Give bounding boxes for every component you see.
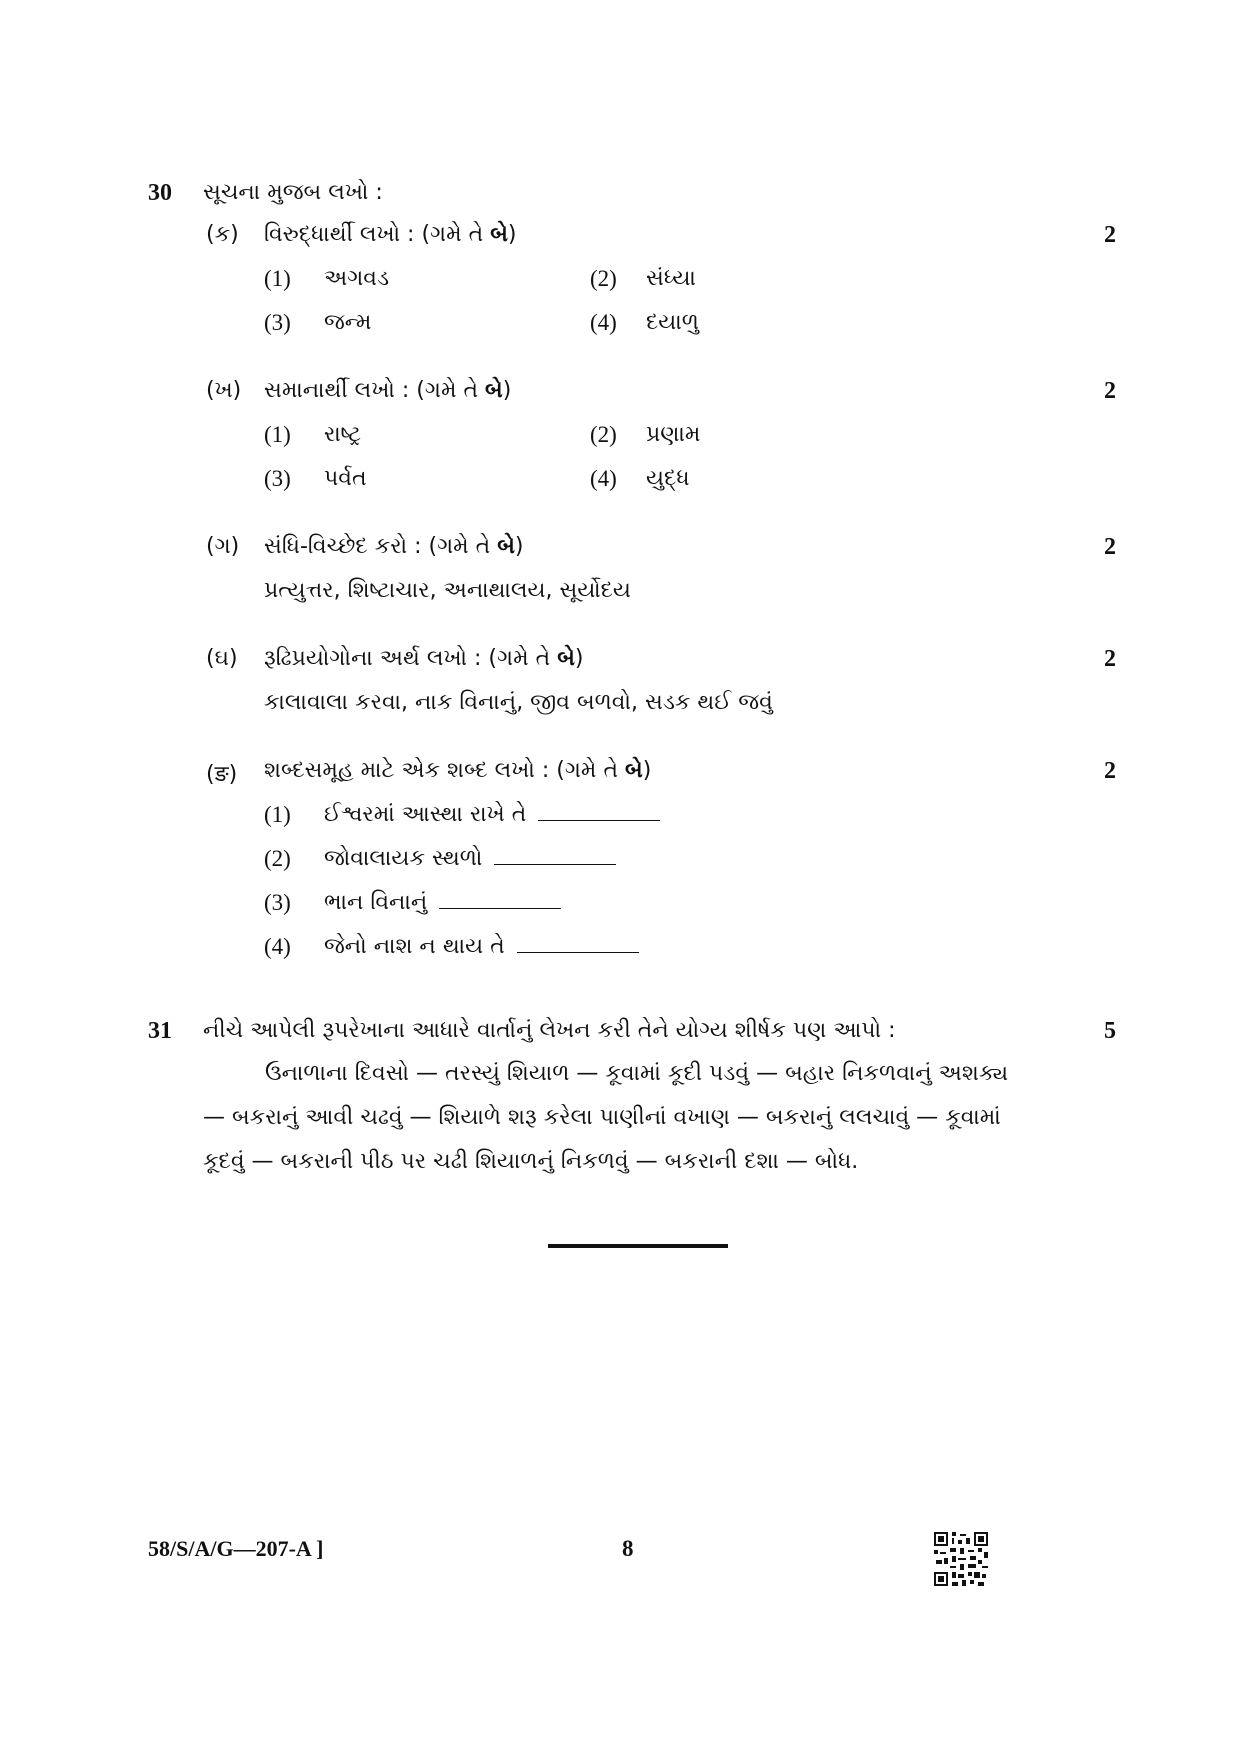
- question-30-number: 30: [148, 180, 172, 206]
- end-rule: [548, 1244, 728, 1248]
- option-number: (2): [590, 422, 617, 447]
- part-nga-marks: 2: [1104, 758, 1116, 784]
- option-text: દયાળુ: [646, 310, 699, 335]
- option-number: (4): [590, 466, 617, 491]
- option-text: યુદ્ધ: [646, 466, 690, 491]
- part-nga-prompt: શબ્દસમૂહ માટે એક શબ્દ લખો : (ગમે તે બે): [264, 758, 652, 783]
- part-kha-prompt: સમાનાર્થી લખો : (ગમે તે બે): [264, 378, 512, 403]
- part-gha-marks: 2: [1104, 646, 1116, 672]
- answer-blank: [517, 951, 639, 953]
- option-text: ઈશ્વરમાં આસ્થા રાખે તે: [324, 802, 660, 827]
- part-gha-prompt: રૂઢિપ્રયોગોના અર્થ લખો : (ગમે તે બે): [264, 646, 584, 671]
- paper-code: 58/S/A/G—207-A ]: [148, 1536, 324, 1561]
- answer-blank: [538, 819, 660, 821]
- part-ka-prompt: વિરુદ્ધાર્થી લખો : (ગમે તે બે): [264, 222, 517, 247]
- option-text: રાષ્ટ્ર: [324, 422, 362, 447]
- question-31-prompt: નીચે આપેલી રૂપરેખાના આધારે વાર્તાનું લેખન કરી તેને યોગ્ય શીર્ષક પણ આપો :: [203, 1018, 896, 1043]
- qr-code-icon: [934, 1532, 988, 1586]
- option-number: (3): [264, 466, 291, 491]
- part-gha-idioms: કાલાવાલા કરવા, નાક વિનાનું, જીવ બળવો, સડક થઈ જવું: [264, 690, 773, 715]
- option-number: (3): [264, 890, 291, 915]
- option-number: (1): [264, 422, 291, 447]
- page-number: 8: [622, 1536, 634, 1561]
- part-ga-words: પ્રત્યુત્તર, શિષ્ટાચાર, અનાથાલય, સૂર્યોદય: [264, 578, 631, 603]
- question-31-marks: 5: [1104, 1018, 1116, 1044]
- option-text: સંધ્યા: [646, 266, 696, 291]
- part-ka-marks: 2: [1104, 222, 1116, 248]
- option-text: ભાન વિનાનું: [324, 890, 561, 915]
- option-text: પર્વત: [324, 466, 367, 491]
- option-number: (2): [590, 266, 617, 291]
- option-text: પ્રણામ: [646, 422, 701, 447]
- part-ga-marks: 2: [1104, 534, 1116, 560]
- part-nga-label: (ङ): [206, 762, 238, 787]
- option-text: જોવાલાયક સ્થળો: [324, 846, 616, 871]
- question-31-outline: ઉનાળાના દિવસો — તરસ્યું શિયાળ — કૂવામાં કૂદી પડવું — બહાર નિકળવાનું અશક્ય — બકરાનું આવી ચઢવું — શિયાળે શરૂ કરેલા પાણીનાં વખાણ — બકરાનું લલચાવું — કૂવામાં કૂદવું — બકરાની પીઠ પર ચઢી શિયાળનું નિકળવું — બકરાની દશા — બોધ.: [203, 1061, 1009, 1174]
- option-text: જેનો નાશ ન થાય તે: [324, 934, 639, 959]
- part-kha-label: (ખ): [206, 378, 242, 403]
- answer-blank: [494, 863, 616, 865]
- part-ga-prompt: સંધિ-વિચ્છેદ કરો : (ગમે તે બે): [264, 534, 524, 559]
- option-number: (2): [264, 846, 291, 871]
- question-30-instruction: સૂચના મુજબ લખો :: [203, 180, 383, 205]
- question-31-number: 31: [148, 1018, 172, 1044]
- option-number: (4): [590, 310, 617, 335]
- part-ga-label: (ગ): [206, 534, 240, 559]
- option-text: અગવડ: [324, 266, 390, 291]
- option-text: જન્મ: [324, 310, 372, 335]
- option-number: (1): [264, 802, 291, 827]
- option-number: (1): [264, 266, 291, 291]
- option-number: (3): [264, 310, 291, 335]
- answer-blank: [439, 907, 561, 909]
- part-gha-label: (ઘ): [206, 646, 238, 671]
- part-kha-marks: 2: [1104, 378, 1116, 404]
- part-ka-label: (ક): [206, 222, 239, 247]
- option-number: (4): [264, 934, 291, 959]
